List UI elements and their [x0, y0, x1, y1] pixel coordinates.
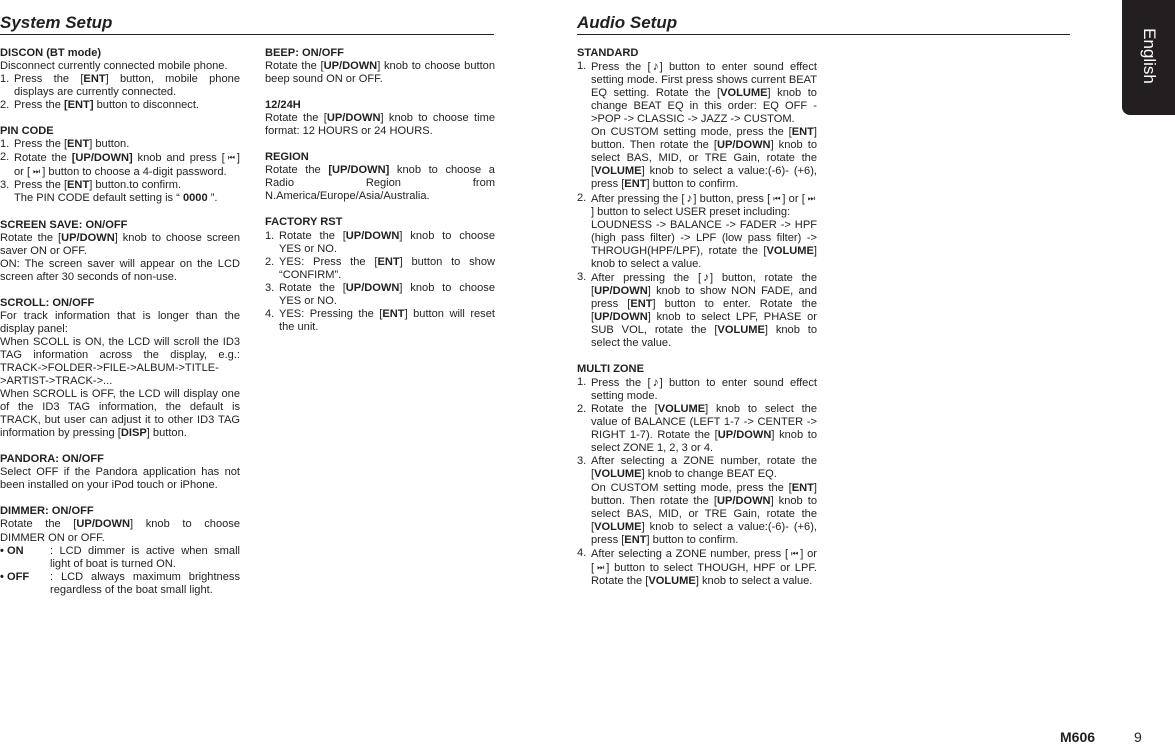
section-heading: PIN CODE — [0, 125, 54, 138]
item-marker: 3. — [577, 270, 587, 283]
text: Rotate the [ — [265, 60, 324, 73]
text: On CUSTOM setting mode, press the [ — [591, 126, 792, 139]
text: YES: Press the [ — [279, 255, 378, 268]
button-name: VOLUME — [594, 520, 642, 533]
system-setup-column-1 — [0, 47, 240, 610]
text: After selecting a ZONE number, press [ — [591, 547, 789, 560]
section-heading: DISCON (BT mode) — [0, 47, 102, 59]
button-name: VOLUME — [594, 165, 642, 178]
title-rule — [0, 34, 494, 35]
paragraph — [0, 518, 240, 544]
text: ] knob to choose YES or NO. — [279, 281, 495, 307]
text: Press the [ — [591, 377, 651, 390]
text: ] button to select USER preset including: — [591, 205, 791, 218]
paragraph — [0, 310, 240, 336]
text: ] or [ — [14, 152, 241, 179]
text: ] knob to choose button beep sound ON or OFF. — [265, 60, 495, 86]
next-track-icon: ⏭ — [807, 193, 814, 203]
numbered-step — [577, 547, 817, 588]
music-note-icon: ♪ — [686, 190, 692, 205]
text: Rotate the [ — [591, 403, 658, 416]
title-rule — [577, 34, 1070, 35]
numbered-step — [265, 282, 495, 308]
item-marker: • OFF — [0, 570, 30, 583]
item-marker: 2. — [577, 191, 587, 204]
text: : LCD dimmer is active when small light of boat is turned ON. — [50, 544, 240, 570]
paragraph — [0, 192, 240, 205]
bullet-item — [0, 545, 240, 571]
button-name: VOLUME — [657, 403, 706, 416]
text: Rotate the [ — [279, 281, 346, 294]
button-name: 0000 — [182, 192, 208, 205]
text: ] button to select THOUGH, HPF or LPF. Rotate the [ — [591, 561, 817, 587]
button-name: UP/DOWN — [61, 231, 115, 244]
text: ] knob to select BAS, MID, or TRE Gain, rotate the [ — [591, 139, 817, 178]
text: ] knob to select a value. — [695, 574, 813, 587]
text: ] knob to select a value. — [591, 244, 817, 270]
section-heading: MULTI ZONE — [577, 363, 644, 376]
paragraph — [0, 336, 240, 388]
music-note-icon: ♪ — [703, 269, 709, 284]
text: ] button to enter. Rotate the [ — [591, 297, 818, 323]
item-marker: 4. — [265, 307, 275, 320]
text: ] button to show “CONFIRM”. — [279, 255, 495, 281]
text: On CUSTOM setting mode, press the [ — [591, 481, 792, 494]
numbered-step — [577, 403, 817, 455]
music-note-icon: ♪ — [652, 59, 658, 74]
text: ] knob to show NON FADE, and press [ — [591, 284, 817, 310]
text: ] button. Then rotate the [ — [591, 126, 817, 152]
text: : LCD always maximum brightness regardless of the boat small light. — [50, 570, 240, 596]
section-heading: PANDORA: ON/OFF — [0, 453, 104, 466]
item-marker: 1. — [577, 376, 587, 389]
text: ] knob to select the value. — [591, 323, 818, 350]
section-heading: BEEP: ON/OFF — [265, 47, 344, 59]
text: Rotate the [ — [279, 229, 346, 242]
paragraph — [0, 258, 240, 284]
button-name: UP/DOWN — [323, 60, 378, 73]
paragraph — [0, 466, 240, 492]
text: Rotate the [ — [0, 231, 62, 244]
button-name: ENT — [382, 307, 405, 320]
numbered-step — [265, 256, 495, 282]
text: ] button, rotate the [ — [591, 271, 817, 297]
text: Select OFF if the Pandora application has not been installed on your iPod touch or iPhone. — [0, 466, 240, 492]
paragraph — [265, 164, 495, 203]
button-name: ENT — [377, 255, 400, 268]
text: ] button. Then rotate the [ — [591, 481, 817, 507]
text: Press the [ — [591, 61, 651, 74]
text: ] button, press [ — [693, 192, 771, 205]
text: ] knob to choose time format: 12 HOURS or 24 HOURS. — [265, 112, 495, 138]
text: ] button to confirm. — [646, 533, 739, 546]
text: ] knob to select the value of BALANCE (LEFT 1-7 -> CENTER -> RIGHT 1-7). Rotate the [ — [591, 403, 817, 442]
item-marker: 1. — [265, 229, 275, 242]
section — [265, 216, 495, 333]
text: Rotate the — [14, 152, 72, 165]
button-name: ENT — [791, 481, 814, 494]
audio-setup-column — [577, 47, 817, 601]
button-name: ENT — [67, 179, 90, 192]
text: Press the [ — [14, 73, 84, 86]
paragraph — [577, 126, 817, 191]
text: When SCOLL is ON, the LCD will scroll the ID3 TAG information across the display, e.g.: TRACK->FOLDER->FILE->ALBUM->TITLE->ARTIST->TRACK->... — [0, 335, 240, 388]
paragraph — [0, 232, 240, 258]
button-name: UP/DOWN — [345, 229, 400, 242]
text: Press the — [14, 99, 64, 112]
text: Rotate the [ — [0, 518, 77, 531]
item-marker: 3. — [0, 179, 10, 192]
button-name: VOLUME — [594, 468, 642, 481]
button-name: [UP/DOWN] — [71, 152, 133, 165]
text: ] knob to select a value:(-6)- (+6), press [ — [591, 520, 817, 546]
text: After pressing the [ — [591, 271, 702, 284]
numbered-step — [265, 230, 495, 256]
paragraph — [0, 60, 240, 73]
paragraph — [577, 482, 817, 547]
item-marker: • ON — [0, 544, 24, 557]
button-name: UP/DOWN — [594, 310, 648, 323]
text: YES: Pressing the [ — [279, 307, 383, 320]
text: ] knob to select LPF, PHASE or SUB VOL, rotate the [ — [591, 310, 817, 336]
text: knob to choose a Radio Region from N.America/Europe/Asia/Australia. — [265, 164, 495, 203]
item-marker: 4. — [577, 546, 587, 559]
button-name: UP/DOWN — [326, 112, 381, 125]
button-name: UP/DOWN — [716, 494, 771, 507]
paragraph — [0, 388, 240, 440]
button-name: UP/DOWN — [717, 429, 772, 442]
section — [577, 363, 817, 588]
text: The PIN CODE default setting is “ — [14, 192, 183, 205]
text: After selecting a ZONE number, rotate the [ — [591, 455, 817, 481]
button-name: ENT — [67, 138, 90, 151]
item-marker: 2. — [0, 99, 10, 112]
button-name: ENT — [624, 533, 647, 546]
bullet-item — [0, 571, 240, 597]
section — [0, 219, 240, 284]
text: ] button, mobile phone displays are currently connected. — [14, 73, 240, 99]
text: ] button to enter sound effect setting mode. — [591, 377, 817, 403]
numbered-step — [577, 376, 817, 403]
text: Rotate the — [265, 164, 329, 177]
numbered-step — [0, 151, 240, 179]
section-heading: 12/24H — [265, 99, 301, 112]
text: ON: The screen saver will appear on the LCD screen after 30 seconds of non-use. — [0, 257, 240, 283]
button-name: UP/DOWN — [345, 281, 400, 294]
section — [265, 151, 495, 203]
audio-setup-title: Audio Setup — [577, 13, 678, 32]
button-name: [UP/DOWN] — [328, 164, 390, 177]
numbered-step — [0, 179, 240, 192]
button-name: VOLUME — [720, 87, 768, 100]
section — [0, 297, 240, 441]
button-name: UP/DOWN — [594, 284, 648, 297]
button-name: UP/DOWN — [76, 518, 131, 531]
section — [577, 47, 817, 350]
button-name: VOLUME — [766, 244, 814, 257]
text: ] or [ — [591, 547, 817, 574]
model-number: M606 — [1060, 729, 1096, 745]
text: Rotate the [ — [265, 112, 327, 125]
next-track-icon: ⏭ — [33, 167, 40, 177]
text: ] knob to choose YES or NO. — [279, 229, 495, 255]
numbered-step — [577, 271, 817, 350]
button-name: ENT — [624, 178, 647, 191]
text: ] or [ — [782, 192, 805, 205]
system-setup-column-2 — [265, 47, 495, 347]
text: ”. — [207, 192, 218, 205]
text: ] knob to select a value:(-6)- (+6), press [ — [591, 165, 817, 191]
numbered-step — [0, 138, 240, 151]
section-heading: SCREEN SAVE: ON/OFF — [0, 218, 128, 231]
text: ] knob to choose screen saver ON or OFF. — [0, 231, 240, 257]
numbered-step — [577, 60, 817, 126]
text: When SCROLL is OFF, the LCD will display one of the ID3 TAG information, the default is TRACK, but user can adjust it to other ID3 TAG information by pressing [ — [0, 388, 240, 440]
music-note-icon: ♪ — [652, 375, 658, 390]
previous-track-icon: ⏮ — [227, 153, 234, 163]
text: After pressing the [ — [591, 192, 685, 205]
item-marker: 3. — [265, 281, 275, 294]
section — [0, 125, 240, 205]
item-marker: 1. — [577, 60, 587, 73]
button-name: DISP — [120, 427, 147, 440]
numbered-step — [577, 455, 817, 481]
text: ] button. — [146, 427, 187, 440]
text: ] button. — [89, 138, 130, 151]
paragraph — [265, 60, 495, 86]
button-name: VOLUME — [648, 574, 696, 587]
text: Press the [ — [14, 179, 68, 192]
section-heading: STANDARD — [577, 47, 639, 59]
numbered-step — [0, 99, 240, 112]
section-heading: REGION — [265, 151, 309, 164]
previous-track-icon: ⏮ — [773, 193, 780, 203]
item-marker: 2. — [0, 151, 10, 164]
text: ] knob to change BEAT EQ. — [641, 468, 777, 481]
section-heading: DIMMER: ON/OFF — [0, 505, 94, 518]
item-marker: 1. — [0, 73, 10, 86]
item-marker: 2. — [265, 255, 275, 268]
text: ] button.to confirm. — [89, 179, 182, 192]
text: knob and press [ — [132, 152, 225, 165]
button-name: UP/DOWN — [716, 139, 771, 152]
section — [0, 505, 240, 596]
next-track-icon: ⏭ — [597, 562, 604, 572]
paragraph — [577, 219, 817, 271]
numbered-step — [0, 73, 240, 99]
text: ] knob to change BEAT EQ in this order: EQ OFF ->POP -> CLASSIC -> JAZZ -> CUSTOM. — [591, 87, 817, 126]
numbered-step — [577, 192, 817, 219]
text: ] knob to select ZONE 1, 2, 3 or 4. — [591, 429, 818, 455]
language-tab — [1122, 0, 1175, 115]
paragraph — [265, 112, 495, 138]
item-marker: 3. — [577, 455, 587, 468]
button-name: ENT — [630, 297, 653, 310]
system-setup-title: System Setup — [0, 13, 113, 32]
button-name: [ENT] — [63, 99, 94, 112]
text: button to disconnect. — [93, 99, 199, 112]
item-marker: 1. — [0, 138, 10, 151]
section — [0, 453, 240, 492]
previous-track-icon: ⏮ — [791, 548, 798, 558]
text: LOUDNESS -> BALANCE -> FADER -> HPF (high pass filter) -> LPF (low pass filter) -> THROUGH(HPF/LPF), rotate the [ — [591, 218, 817, 257]
button-name: VOLUME — [717, 323, 765, 336]
section — [0, 47, 240, 112]
button-name: ENT — [791, 126, 814, 139]
text: ] knob to choose DIMMER ON or OFF. — [0, 518, 240, 544]
section — [265, 99, 495, 138]
text: ] button to choose a 4-digit password. — [42, 166, 227, 179]
page-number: 9 — [1134, 729, 1142, 745]
language-tab-label: English — [1139, 28, 1159, 84]
text: Disconnect currently connected mobile phone. — [0, 60, 228, 73]
text: ] button will reset the unit. — [279, 307, 495, 333]
numbered-step — [265, 308, 495, 334]
text: ] knob to select BAS, MID, or TRE Gain, rotate the [ — [591, 494, 817, 533]
text: For track information that is longer than the display panel: — [0, 309, 240, 335]
item-marker: 2. — [577, 403, 587, 416]
text: Press the [ — [14, 138, 68, 151]
section-heading: FACTORY RST — [265, 216, 343, 229]
section — [265, 47, 495, 86]
text: ] button to enter sound effect setting mode. First press shows current BEAT EQ setting. Rotate the [ — [591, 61, 817, 100]
section-heading: SCROLL: ON/OFF — [0, 296, 95, 309]
text: ] button to confirm. — [646, 178, 739, 191]
button-name: ENT — [83, 73, 106, 86]
